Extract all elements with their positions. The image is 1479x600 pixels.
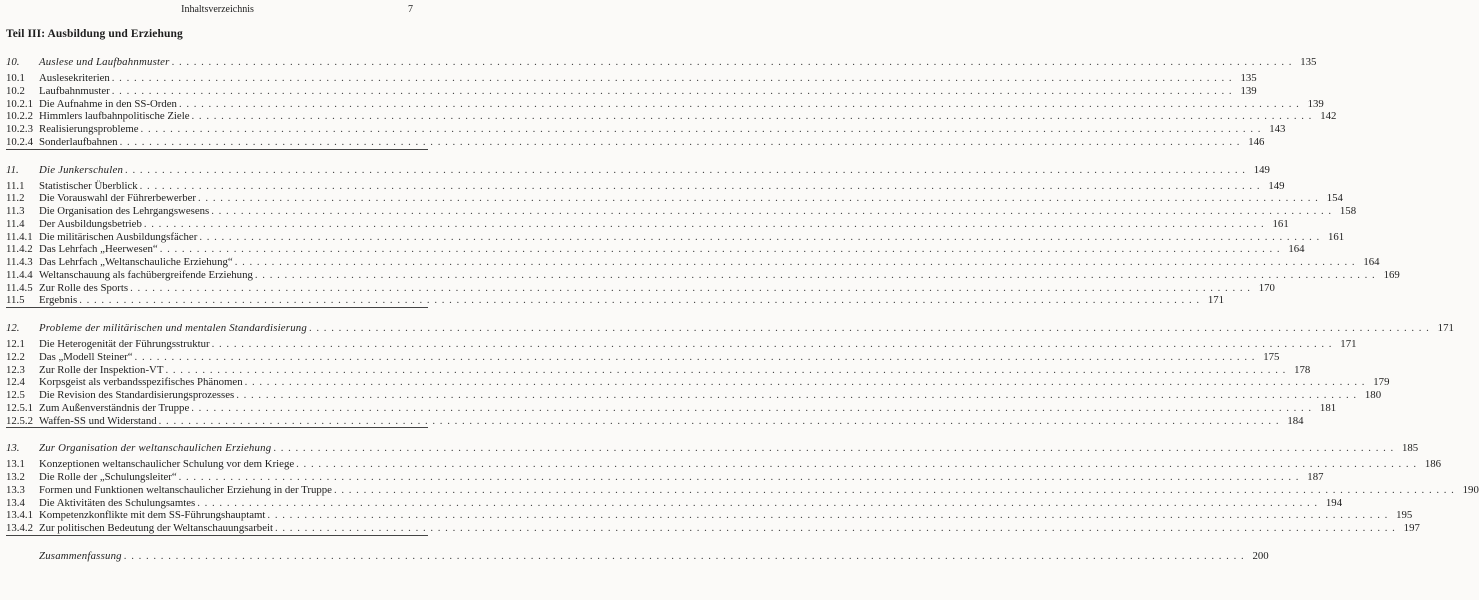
toc-entry-title: Zum Außenverständnis der Truppe: [39, 401, 190, 414]
toc-entry: [6, 483, 1479, 497]
toc-entry-title: Auslesekriterien: [39, 72, 110, 84]
toc-entry-number: 10.2.4: [6, 135, 33, 148]
leader-dots: [160, 243, 1281, 256]
toc-entry-title: Himmlers laufbahnpolitische Ziele: [39, 110, 190, 123]
toc-entry: [6, 268, 1400, 282]
toc-entry-number: 11.4.2: [6, 243, 33, 256]
toc-entry-title: Kompetenzkonflikte mit dem SS-Führungshauptamt: [39, 509, 266, 522]
toc-entry-title: Statistischer Überblick: [39, 179, 138, 192]
toc-entry-number: 12.5.1: [6, 401, 33, 414]
section-divider: [6, 535, 428, 536]
toc-entry-number: 11.1: [6, 179, 25, 192]
toc-entry: [6, 110, 1337, 123]
toc-entry-number: 10.2: [6, 84, 25, 97]
toc-entry-page: 200: [1252, 549, 1269, 562]
toc-entry-title: Waffen-SS und Widerstand: [39, 414, 157, 427]
toc-entry-title: Formen und Funktionen weltanschaulicher Erziehung in der Truppe: [39, 483, 332, 496]
leader-dots: [179, 471, 1300, 484]
toc-entry: [6, 97, 1324, 111]
toc-entry-page: 187: [1307, 471, 1324, 483]
chapter-section: [6, 321, 1454, 428]
toc-entry-title: Die Rolle der „Schulungsleiter“: [39, 471, 177, 483]
running-header-title: Inhaltsverzeichnis: [181, 4, 254, 15]
toc-entry-title: Weltanschauung als fachübergreifende Erziehung: [39, 268, 253, 281]
toc-entry-number: 11.3: [6, 205, 25, 217]
toc-entry-number: 13.: [6, 442, 20, 455]
toc-entry-number: 10.2.3: [6, 123, 33, 135]
toc-entry: [6, 135, 1265, 149]
leader-dots: [140, 180, 1261, 193]
toc-entry-number: 10.1: [6, 72, 25, 84]
leader-dots: [130, 282, 1251, 295]
toc-entry-page: 164: [1288, 243, 1305, 256]
toc-entry-title: Die Revision des Standardisierungsprozesses: [39, 389, 235, 401]
toc-entry: [6, 414, 1304, 428]
leader-dots: [159, 415, 1280, 428]
leader-dots: [235, 256, 1356, 269]
chapter-section: [6, 55, 1337, 150]
toc-entry: [6, 84, 1257, 98]
toc-entry-title: Auslese und Laufbahnmuster: [39, 56, 170, 68]
toc-entry-number: 11.5: [6, 294, 25, 307]
part-title: Teil III: Ausbildung und Erziehung: [6, 28, 183, 40]
toc-entry-number: 12.5: [6, 389, 25, 401]
leader-dots: [211, 205, 1332, 218]
chapter-heading: [6, 321, 1454, 338]
leader-dots: [236, 389, 1357, 402]
toc-entry-number: 13.4.2: [6, 522, 33, 534]
toc-entry-page: 139: [1307, 97, 1324, 110]
toc-entry-number: 13.2: [6, 471, 25, 483]
toc-entry-title: Laufbahnmuster: [39, 84, 110, 97]
toc-entry-number: 11.2: [6, 192, 25, 205]
toc-entry-page: 143: [1269, 123, 1286, 135]
leader-dots: [120, 136, 1241, 149]
toc-entry-number: 13.4: [6, 496, 25, 509]
leader-dots: [112, 85, 1233, 98]
chapter-section: [6, 441, 1479, 536]
toc-entry-number: 12.1: [6, 338, 25, 350]
leader-dots: [198, 192, 1319, 205]
toc-entry-page: 171: [1437, 322, 1454, 334]
toc-entry-title: Korpsgeist als verbandsspezifisches Phänomen: [39, 376, 243, 389]
toc-entry-page: 184: [1287, 414, 1304, 427]
toc-entry-number: 10.: [6, 56, 20, 68]
leader-dots: [125, 163, 1246, 177]
toc-entry-number: 11.: [6, 163, 19, 176]
leader-dots: [199, 231, 1320, 244]
toc-entry: [6, 471, 1324, 484]
toc-entry-number: 13.4.1: [6, 509, 33, 522]
leader-dots: [141, 123, 1262, 136]
leader-dots: [112, 72, 1233, 85]
toc-entry-number: 12.2: [6, 350, 25, 363]
leader-dots: [197, 497, 1318, 510]
toc-entry-number: 13.3: [6, 483, 25, 496]
toc-entry-page: 194: [1325, 496, 1343, 509]
leader-dots: [245, 376, 1366, 389]
toc-entry: [6, 256, 1380, 269]
toc-entry-title: Sonderlaufbahnen: [39, 135, 118, 148]
toc-entry: [6, 217, 1289, 231]
toc-entry: [6, 350, 1280, 364]
toc-entry-page: 185: [1402, 442, 1419, 455]
toc-entry: [6, 230, 1345, 244]
toc-entry-title: Ergebnis: [39, 294, 78, 307]
toc-entry-page: 161: [1272, 217, 1289, 230]
toc-entry: [6, 179, 1285, 193]
toc-entry-title: Der Ausbildungsbetrieb: [39, 217, 142, 230]
toc-entry-number: 10.2.1: [6, 97, 33, 110]
summary-entry: [6, 549, 1269, 566]
toc-entry-number: 12.3: [6, 363, 25, 376]
table-of-contents: [6, 55, 1479, 566]
toc-entry: [6, 458, 1442, 471]
leader-dots: [275, 522, 1396, 535]
toc-entry-page: 161: [1328, 230, 1345, 243]
toc-entry-title: Das „Modell Steiner“: [39, 350, 133, 363]
leader-dots: [79, 294, 1200, 307]
toc-entry-title: Die Junkerschulen: [39, 163, 124, 176]
leader-dots: [267, 509, 1388, 522]
toc-entry-title: Das Lehrfach „Weltanschauliche Erziehung“: [39, 256, 233, 268]
section-divider: [6, 427, 428, 428]
toc-entry-page: 178: [1294, 363, 1311, 376]
toc-entry-page: 186: [1424, 458, 1442, 471]
toc-entry-page: 146: [1248, 135, 1265, 148]
toc-entry-page: 154: [1326, 192, 1343, 205]
toc-entry-page: 158: [1339, 205, 1357, 217]
page-number: 7: [408, 4, 413, 15]
toc-entry-number: 11.4.5: [6, 281, 33, 294]
toc-entry-title: Die Aufnahme in den SS-Orden: [39, 97, 177, 110]
toc-entry: [6, 389, 1382, 402]
toc-entry: [6, 243, 1305, 256]
toc-entry-page: 171: [1340, 338, 1357, 350]
toc-entry-page: 169: [1383, 268, 1400, 281]
toc-entry-title: Die Heterogenität der Führungsstruktur: [39, 338, 210, 350]
chapter-heading: [6, 163, 1270, 180]
leader-dots: [192, 110, 1313, 123]
toc-entry-page: 175: [1263, 350, 1280, 363]
toc-entry: [6, 509, 1413, 522]
toc-entry-page: 181: [1319, 401, 1337, 414]
toc-entry-title: Zur politischen Bedeutung der Weltanschauungsarbeit: [39, 522, 273, 534]
toc-entry-title: Die Aktivitäten des Schulungsamtes: [39, 496, 196, 509]
leader-dots: [135, 351, 1256, 364]
toc-entry: [6, 192, 1343, 205]
toc-entry-number: 11.4: [6, 217, 25, 230]
toc-entry-title: Die militärischen Ausbildungsfächer: [39, 230, 198, 243]
page-header: [0, 4, 435, 20]
toc-entry-title: Zur Rolle des Sports: [39, 281, 129, 294]
section-divider: [6, 307, 428, 308]
toc-entry: [6, 376, 1390, 389]
toc-entry: [6, 123, 1286, 136]
leader-dots: [124, 549, 1245, 563]
toc-entry: [6, 401, 1337, 415]
toc-entry-page: 195: [1396, 509, 1413, 522]
toc-entry-title: Die Organisation des Lehrgangswesens: [39, 205, 210, 217]
toc-entry-title: Zusammenfassung: [39, 549, 122, 562]
chapter-heading: [6, 441, 1419, 458]
toc-entry-title: Das Lehrfach „Heerwesen“: [39, 243, 158, 256]
chapter-heading: [6, 55, 1317, 72]
toc-entry: [6, 294, 1225, 307]
toc-entry-title: Zur Rolle der Inspektion-VT: [39, 363, 164, 376]
toc-entry: [6, 338, 1357, 351]
toc-entry-number: 11.4.3: [6, 256, 33, 268]
leader-dots: [255, 269, 1376, 282]
toc-entry-page: 164: [1363, 256, 1380, 268]
leader-dots: [191, 402, 1312, 415]
toc-entry-page: 142: [1320, 110, 1337, 123]
leader-dots: [172, 55, 1293, 69]
toc-entry-title: Konzeptionen weltanschaulicher Schulung vor dem Kriege: [39, 458, 295, 471]
toc-entry-page: 135: [1300, 56, 1317, 68]
toc-entry-title: Zur Organisation der weltanschaulichen Erziehung: [39, 442, 272, 455]
toc-entry-page: 197: [1403, 522, 1420, 534]
chapter-section: [6, 163, 1400, 309]
leader-dots: [179, 98, 1300, 111]
leader-dots: [212, 338, 1333, 351]
toc-entry-title: Probleme der militärischen und mentalen Standardisierung: [39, 322, 307, 334]
toc-entry-page: 139: [1240, 84, 1257, 97]
leader-dots: [165, 364, 1286, 377]
section-divider: [6, 149, 428, 150]
toc-entry: [6, 363, 1311, 377]
toc-entry-number: 13.1: [6, 458, 25, 471]
leader-dots: [334, 484, 1455, 497]
toc-entry-number: 12.: [6, 322, 20, 334]
toc-entry-number: 11.4.4: [6, 268, 33, 281]
toc-entry-number: 12.5.2: [6, 414, 33, 427]
toc-entry-number: 12.4: [6, 376, 25, 389]
toc-entry: [6, 205, 1357, 218]
leader-dots: [296, 458, 1417, 471]
toc-entry-page: 149: [1253, 163, 1270, 176]
toc-entry-page: 180: [1364, 389, 1382, 401]
toc-entry-page: 190: [1462, 483, 1479, 496]
toc-entry: [6, 496, 1343, 510]
toc-entry-title: Realisierungsprobleme: [39, 123, 139, 135]
leader-dots: [273, 441, 1394, 455]
toc-entry-title: Die Vorauswahl der Führerbewerber: [39, 192, 197, 205]
toc-entry-number: 10.2.2: [6, 110, 33, 123]
leader-dots: [309, 321, 1430, 335]
toc-entry-page: 149: [1268, 179, 1285, 192]
leader-dots: [144, 218, 1265, 231]
toc-entry-number: 11.4.1: [6, 230, 33, 243]
toc-entry: [6, 72, 1257, 85]
toc-entry: [6, 281, 1275, 295]
toc-entry-page: 171: [1207, 294, 1225, 307]
toc-entry-page: 170: [1258, 281, 1275, 294]
toc-entry: [6, 522, 1420, 535]
toc-entry-page: 135: [1240, 72, 1257, 84]
toc-entry-page: 179: [1373, 376, 1390, 389]
